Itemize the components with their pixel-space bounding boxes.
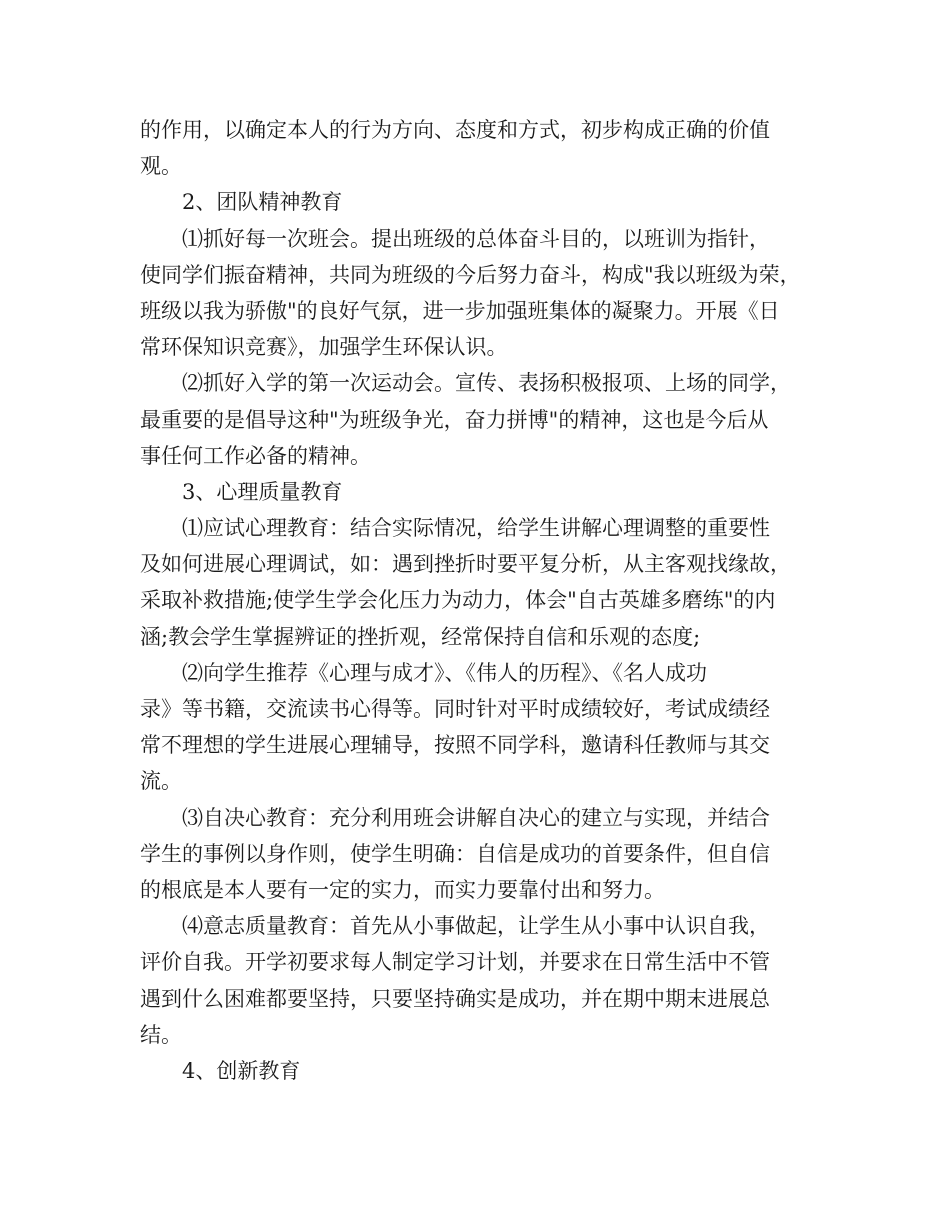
paragraph-line: 录》等书籍，交流读书心得等。同时针对平时成绩较好，考试成绩经 xyxy=(140,697,770,721)
paragraph-line: 最重要的是倡导这种"为班级争光，奋力拼博"的精神，这也是今后从 xyxy=(140,407,769,432)
paragraph-line: 事任何工作必备的精神。 xyxy=(140,443,371,468)
paragraph-first-line: 4、创新教育 xyxy=(182,1058,301,1083)
paragraph-first-line: ⑵向学生推荐《心理与成才》、《伟人的历程》、《名人成功 xyxy=(182,660,707,685)
paragraph-first-line: ⑴应试心理教育：结合实际情况，给学生讲解心理调整的重要性 xyxy=(182,516,770,541)
paragraph-line: 结。 xyxy=(140,1022,182,1047)
paragraph-first-line: ⑴抓好每一次班会。提出班级的总体奋斗目的，以班训为指针， xyxy=(182,226,770,251)
paragraph-line: 使同学们振奋精神，共同为班级的今后努力奋斗，构成"我以班级为荣， xyxy=(140,262,801,287)
paragraph-line: 观。 xyxy=(140,154,182,179)
paragraph-line: 采取补救措施;使学生学会化压力为动力，体会"自古英雄多磨练"的内 xyxy=(140,588,776,613)
paragraph-line: 常不理想的学生进展心理辅导，按照不同学科，邀请科任教师与其交 xyxy=(140,733,770,758)
paragraph-line: 评价自我。开学初要求每人制定学习计划，并要求在日常生活中不管 xyxy=(140,950,770,975)
paragraph-first-line: 2、团队精神教育 xyxy=(182,190,343,215)
paragraph-line: 遇到什么困难都要坚持，只要坚持确实是成功，并在期中期末进展总 xyxy=(140,986,770,1011)
paragraph-line: 流。 xyxy=(140,769,182,794)
document-body xyxy=(140,112,812,1089)
paragraph-line: 学生的事例以身作则，使学生明确：自信是成功的首要条件，但自信 xyxy=(140,841,770,866)
paragraph-line: 的根底是本人要有一定的实力，而实力要靠付出和努力。 xyxy=(140,877,665,902)
paragraph-line: 涵;教会学生掌握辨证的挫折观，经常保持自信和乐观的态度; xyxy=(140,624,701,649)
paragraph-first-line: 3、心理质量教育 xyxy=(182,479,343,504)
paragraph-line: 的作用，以确定本人的行为方向、态度和方式，初步构成正确的价值 xyxy=(140,118,770,142)
paragraph-line: 常环保知识竞赛》，加强学生环保认识。 xyxy=(140,335,508,360)
paragraph-line: 及如何进展心理调试，如：遇到挫折时要平复分析，从主客观找缘故， xyxy=(140,552,791,577)
paragraph-first-line: ⑵抓好入学的第一次运动会。宣传、表扬积极报项、上场的同学， xyxy=(182,371,791,396)
paragraph-line: 班级以我为骄傲"的良好气氛，进一步加强班集体的凝聚力。开展《日 xyxy=(140,298,780,323)
paragraph-first-line: ⑷意志质量教育：首先从小事做起，让学生从小事中认识自我， xyxy=(182,914,770,939)
paragraph-first-line: ⑶自决心教育：充分利用班会讲解自决心的建立与实现，并结合 xyxy=(182,805,770,830)
